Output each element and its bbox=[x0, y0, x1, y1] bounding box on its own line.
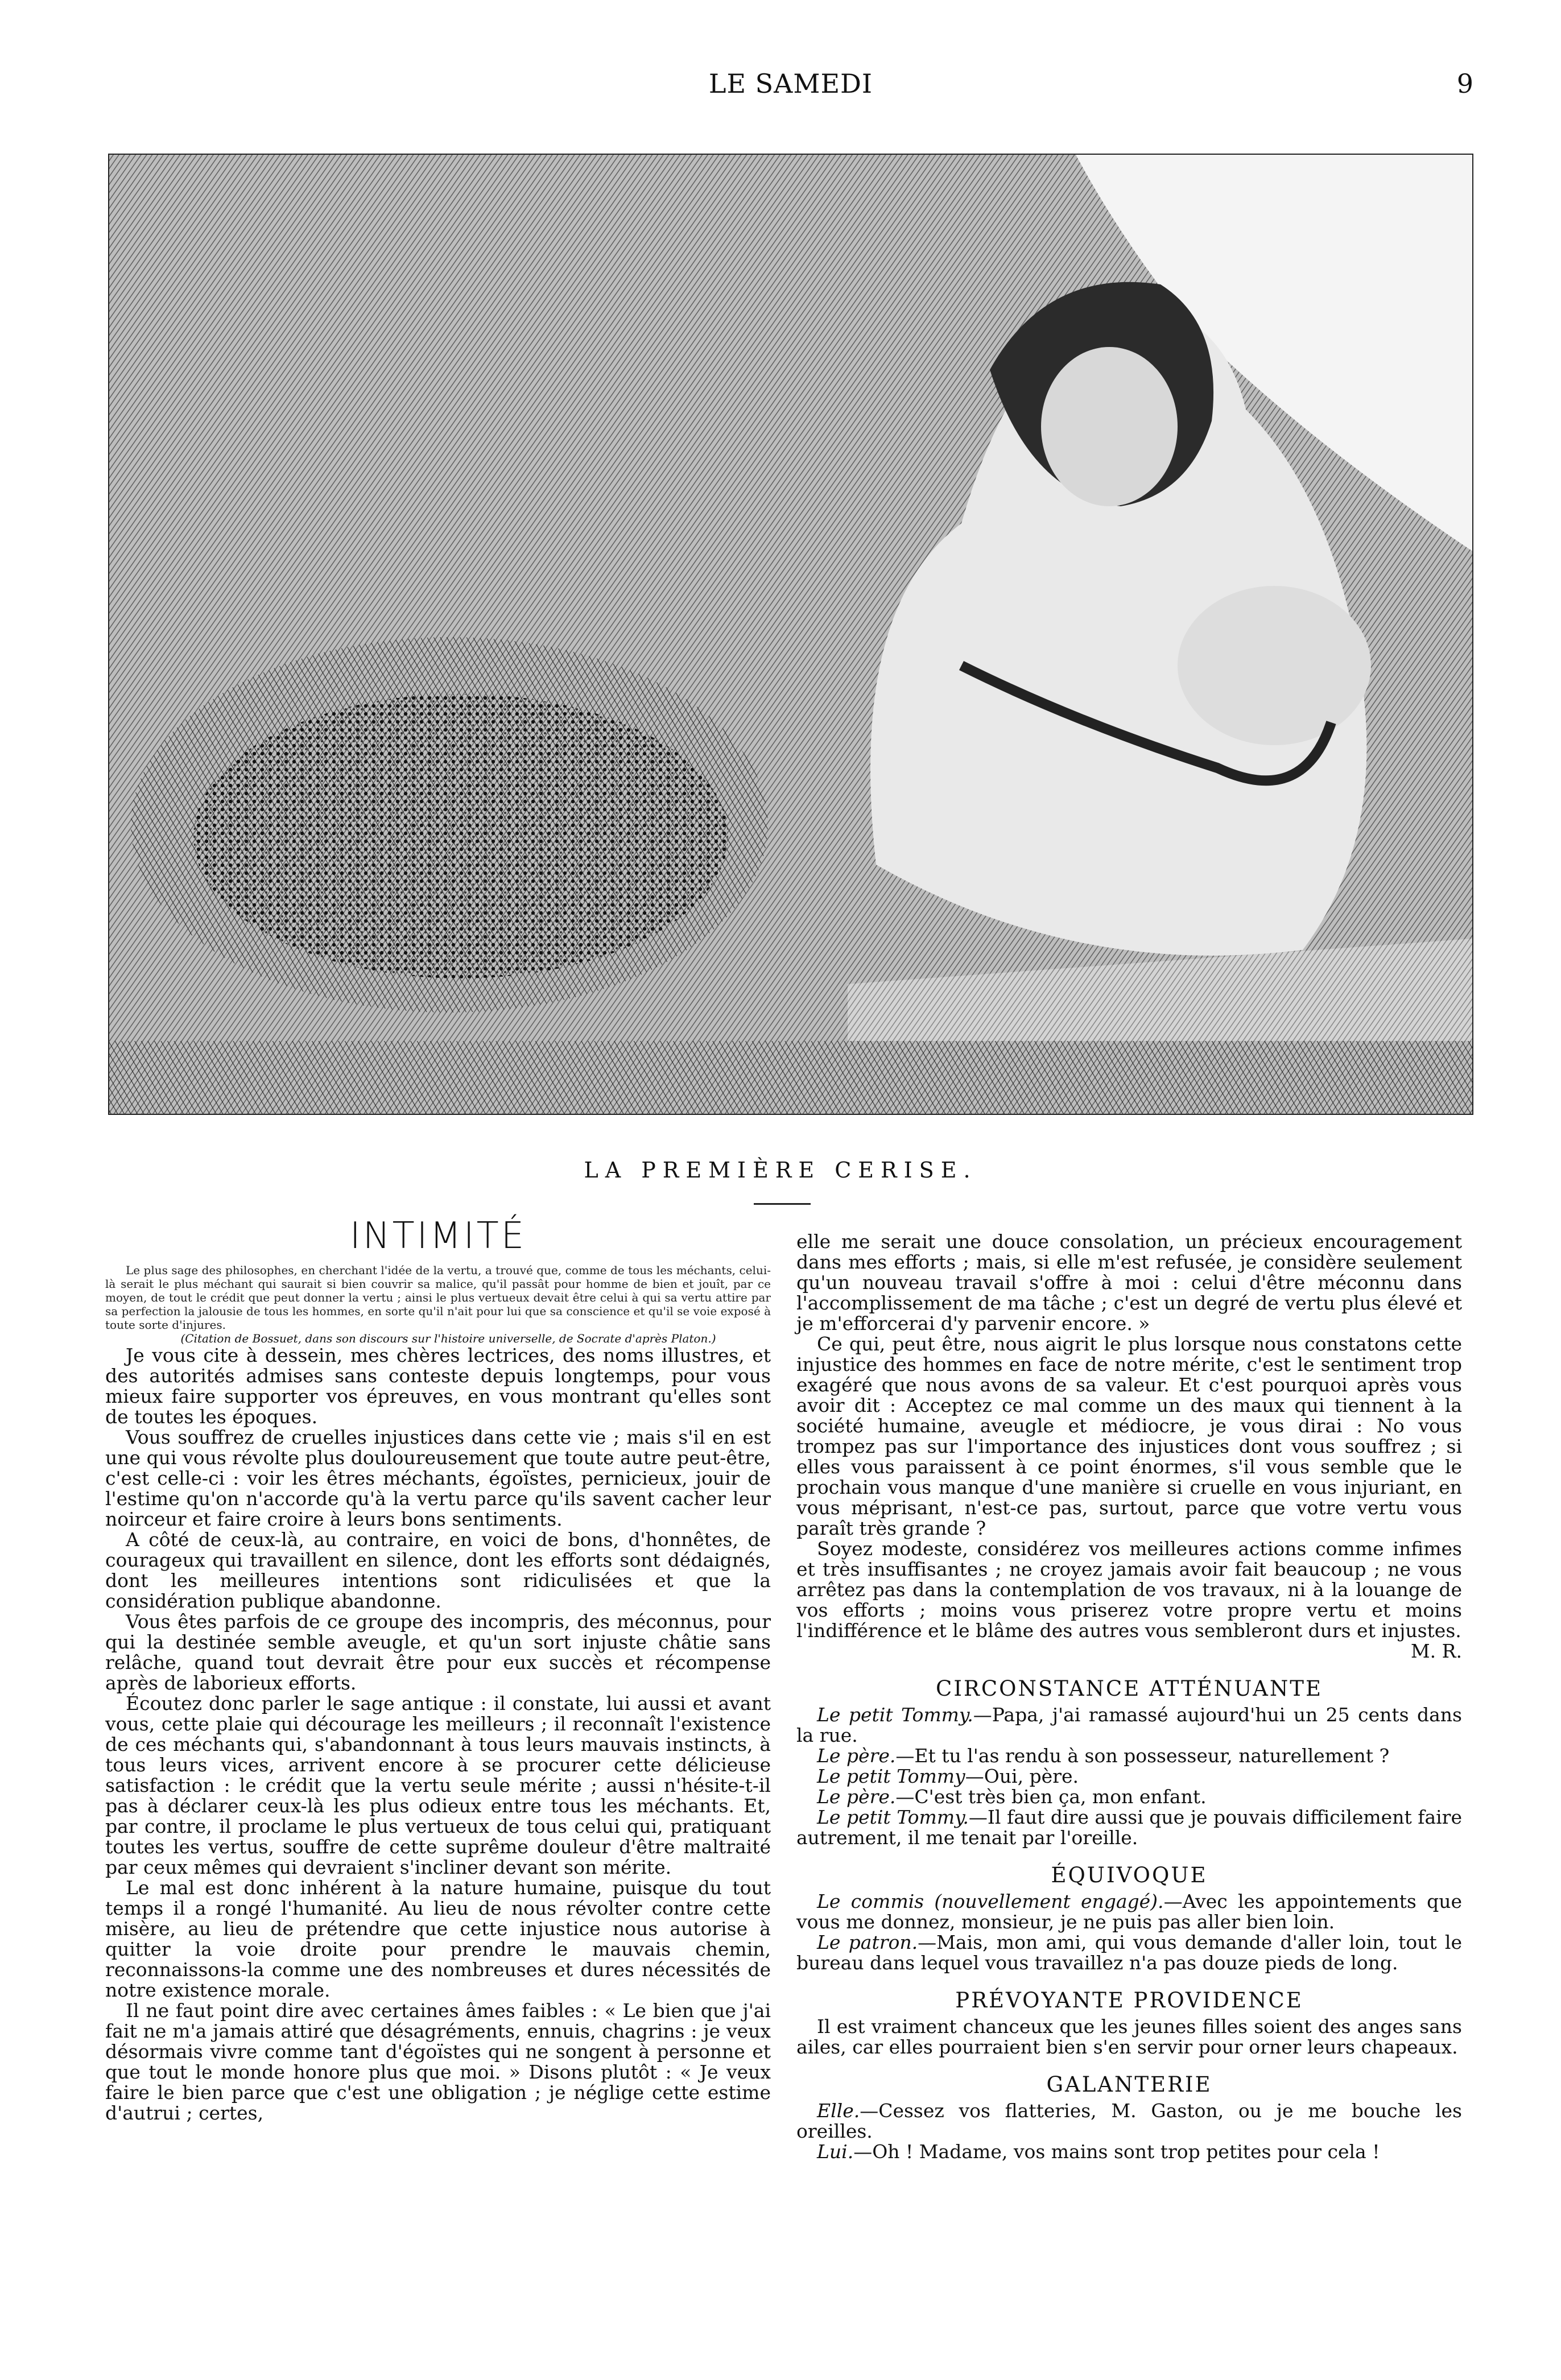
illustration-caption: LA PREMIÈRE CERISE. bbox=[584, 1158, 977, 1183]
anecdote-title: PRÉVOYANTE PROVIDENCE bbox=[955, 1988, 1303, 2013]
caption-rule bbox=[754, 1203, 811, 1205]
dialogue-line bbox=[796, 1932, 1462, 1973]
line-text: —Papa, j'ai ramassé aujourd'hui un 25 cents dans la rue. bbox=[796, 1704, 1462, 1746]
dialogue-line bbox=[796, 1705, 1462, 1746]
anecdote-title: ÉQUIVOQUE bbox=[1051, 1863, 1208, 1887]
speaker: Le père. bbox=[817, 1786, 896, 1808]
dialogue-line bbox=[796, 1807, 1462, 1848]
anecdote-circonstance bbox=[796, 1676, 1462, 1849]
line-text: —Cessez vos flatteries, M. Gaston, ou je me bouche les oreilles. bbox=[796, 2100, 1462, 2142]
article-paragraph: Vous êtes parfois de ce groupe des incompris, des méconnus, pour qui la destinée semble aveugle, et qu'un sort injuste châtie sans relâche, quand tout devrait être pour eux succès et récompense après de laborieux efforts. bbox=[105, 1610, 771, 1694]
epigraph: Le plus sage des philosophes, en cherchant l'idée de la vertu, a trouvé que, comme de tous les méchants, celui-là serait le plus méchant qui saurait si bien couvrir sa malice, qu'il passât pour homme de bien et jouît, par ce moyen, de tout le crédit que peut donner la vertu ; ainsi le plus vertueux devait être celui à qui sa vertu attire par sa perfection la jalousie de tous les hommes, en sorte qu'il n'ait pour lui que sa conscience et qu'il se voie exposé à toute sorte d'injures. bbox=[105, 1263, 771, 1332]
dialogue-line bbox=[796, 1766, 1462, 1787]
line-text: —Et tu l'as rendu à son possesseur, naturellement ? bbox=[895, 1745, 1390, 1767]
article-paragraph: elle me serait une douce consolation, un précieux encouragement dans mes efforts ; mais, si elle m'est refusée, je considère seulement qu'un nouveau travail s'offre à moi : celui d'être méconnu dans l'accomplissement de ma tâche ; c'est un degré de vertu plus élevé et je m'efforcerai d'y parvenir encore. » bbox=[796, 1230, 1462, 1334]
speaker: Elle. bbox=[817, 2100, 860, 2122]
page-header bbox=[108, 68, 1473, 114]
dialogue-line bbox=[796, 2142, 1462, 2162]
article-paragraph: Je vous cite à dessein, mes chères lectrices, des noms illustres, et des autorités admises sans conteste depuis longtemps, pour vous mieux faire supporter vos épreuves, en vous montrant qu'elles sont de toutes les époques. bbox=[105, 1344, 771, 1428]
newspaper-title: LE SAMEDI bbox=[708, 68, 873, 99]
dialogue-line bbox=[796, 1746, 1462, 1766]
article-paragraph: Ce qui, peut être, nous aigrit le plus lorsque nous constatons cette injustice des hommes en face de notre mérite, c'est le sentiment trop exagéré que nous avons de sa valeur. Et c'est pourquoi après vous avoir dit : Acceptez ce mal comme un des maux qui tiennent à la société humaine, aveugle et médiocre, je vous dirai : No vous trompez pas sur l'importance des injustices dont vous souffrez ; si elles vous paraissent à ce point énormes, s'il vous semble que le prochain vous manque d'une manière si cruelle en vous injuriant, en vous méprisant, n'est-ce pas, surtout, parce que votre vertu vous paraît très grande ? bbox=[796, 1333, 1462, 1539]
speaker: Le petit Tommy bbox=[817, 1765, 965, 1787]
speaker: Le petit Tommy. bbox=[817, 1704, 973, 1726]
line-text: —Mais, mon ami, qui vous demande d'aller loin, tout le bureau dans lequel vous travaillez n'a pas douze pieds de long. bbox=[796, 1931, 1462, 1974]
article-paragraph: Soyez modeste, considérez vos meilleures actions comme infimes et très insuffisantes ; ne croyez jamais avoir fait beaucoup ; ne vous arrêtez pas dans la contemplation de vos travaux, ni à la louange de vos efforts ; moins vous priserez votre propre vertu et moins l'indifférence et le blâme des autres vous sembleront durs et injustes. bbox=[796, 1538, 1462, 1642]
line-text: —C'est très bien ça, mon enfant. bbox=[895, 1786, 1207, 1808]
line-text: —Oui, père. bbox=[965, 1765, 1079, 1787]
line-text: Il est vraiment chanceux que les jeunes filles soient des anges sans ailes, car elles pourraient bien s'en servir pour orner leurs chapeaux. bbox=[796, 2015, 1462, 2058]
article-paragraph: A côté de ceux-là, au contraire, en voici de bons, d'honnêtes, de courageux qui travaillent en silence, dont les efforts sont dédaignés, dont les meilleures intentions sont ridiculisées et que la considération publique abandonne. bbox=[105, 1528, 771, 1612]
anecdote-galanterie bbox=[796, 2072, 1462, 2163]
anecdote-title: GALANTERIE bbox=[1046, 2072, 1212, 2097]
speaker: Le commis (nouvellement engagé). bbox=[817, 1890, 1164, 1912]
article-paragraph: Vous souffrez de cruelles injustices dans cette vie ; mais s'il en est une qui vous révolte plus douloureusement que toute autre peut-être, c'est celle-ci : voir les êtres méchants, égoïstes, pernicieux, jouir de l'estime qu'on n'accorde qu'à la vertu parce qu'ils savent cacher leur noirceur et faire croire à leurs bons sentiments. bbox=[105, 1426, 771, 1530]
article-paragraph: Il ne faut point dire avec certaines âmes faibles : « Le bien que j'ai fait ne m'a jamais attiré que désagréments, ennuis, chagrins : je veux désormais vivre comme tant d'égoïstes qui ne songent à personne et que tout le monde honore plus que moi. » Disons plutôt : « Je veux faire le bien parce que c'est une obligation ; je néglige cette estime d'autrui ; certes, bbox=[105, 1999, 771, 2124]
line-text: —Avec les appointements que vous me donnez, monsieur, je ne puis pas aller bien loin. bbox=[796, 1890, 1462, 1933]
dialogue-line bbox=[796, 2017, 1462, 2057]
speaker: Lui. bbox=[817, 2141, 854, 2163]
dialogue-line bbox=[796, 2101, 1462, 2142]
anecdote-providence bbox=[796, 1990, 1462, 2057]
speaker: Le petit Tommy. bbox=[817, 1806, 969, 1828]
anecdote-equivoque bbox=[796, 1865, 1462, 1973]
dialogue-line bbox=[796, 1787, 1462, 1807]
article-paragraph: Écoutez donc parler le sage antique : il constate, lui aussi et avant vous, cette plaie qui décourage les meilleurs ; il reconnaît l'existence de ces méchants qui, s'abandonnant à tous leurs mauvais instincts, à tous leurs vices, arrivent encore à se procurer cette délicieuse satisfaction : le crédit que la vertu seule mérite ; aussi n'hésite-t-il pas à déclarer ceux-là les plus odieux entre tous les méchants. Et, par contre, il proclame le plus vertueux de tous celui qui, pratiquant toutes les vertus, souffre de cette suprême douleur d'être maltraité par ceux mêmes qui devraient s'incliner devant son mérite. bbox=[105, 1692, 771, 1878]
speaker: Le père. bbox=[817, 1745, 896, 1767]
engraving-illustration bbox=[108, 154, 1473, 1115]
line-text: —Il faut dire aussi que je pouvais difficilement faire autrement, il me tenait par l'oreille. bbox=[796, 1806, 1462, 1849]
epigraph-source: (Citation de Bossuet, dans son discours sur l'histoire universelle, de Socrate d'après Platon.) bbox=[180, 1332, 716, 1345]
line-text: —Oh ! Madame, vos mains sont trop petites pour cela ! bbox=[853, 2141, 1380, 2163]
article-title: INTIMITÉ bbox=[349, 1215, 527, 1257]
page-number: 9 bbox=[1456, 68, 1473, 99]
anecdote-title: CIRCONSTANCE ATTÉNUANTE bbox=[936, 1676, 1323, 1701]
article-signature: M. R. bbox=[1410, 1640, 1462, 1662]
dialogue-line bbox=[796, 1891, 1462, 1932]
right-column bbox=[796, 1232, 1462, 2162]
article-paragraph: Le mal est donc inhérent à la nature humaine, puisque du tout temps il a rongé l'humanité. Au lieu de nous révolter contre cette misère, au lieu de prétendre que cette injustice nous autorise à quitter la voie droite pour prendre le mauvais chemin, reconnaissons-la comme une des nombreuses et dures nécessités de notre existence morale. bbox=[105, 1877, 771, 2001]
left-column bbox=[105, 1215, 771, 2124]
speaker: Le patron. bbox=[817, 1931, 918, 1953]
